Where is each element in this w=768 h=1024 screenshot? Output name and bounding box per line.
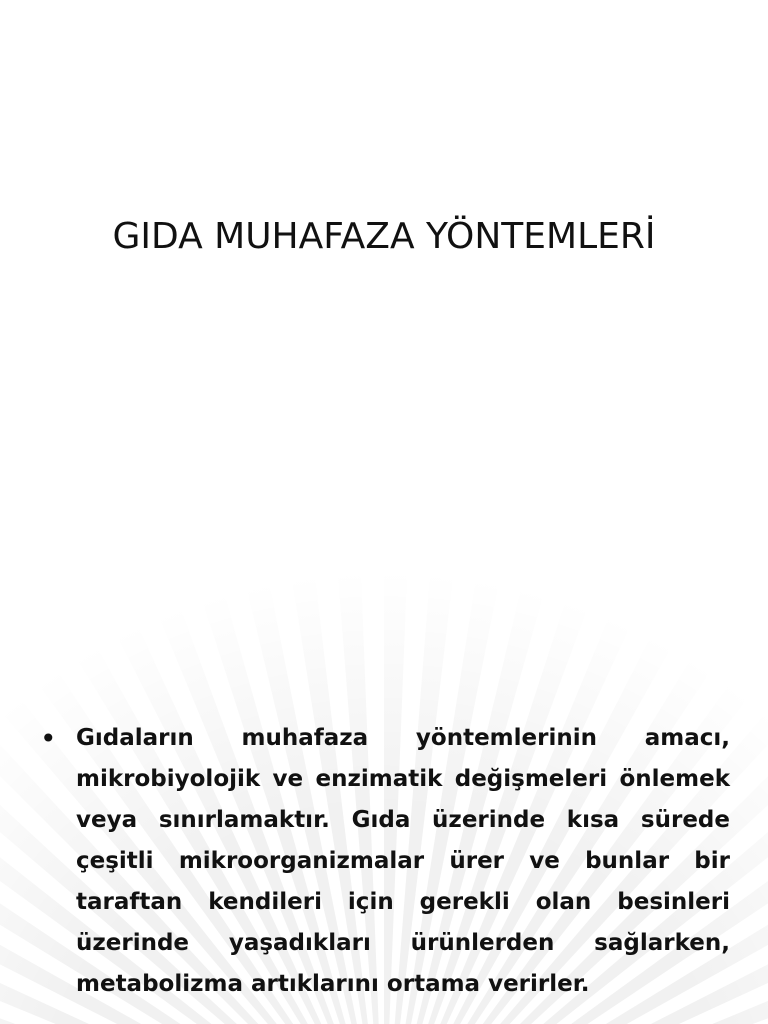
bullet-item bbox=[40, 718, 730, 1005]
bullet-list bbox=[40, 718, 730, 1005]
bullet-marker: • bbox=[40, 722, 57, 755]
bullet-text: Gıdaların muhafaza yöntemlerinin amacı, mikrobiyolojik ve enzimatik değişmeleri önlemek veya sınırlamaktır. Gıda üzerinde kısa sürede çeşitli mikroorganizmalar ürer ve bunlar bir taraftan kendileri için gerekli olan besinleri üzerinde yaşadıkları ürünlerden sağlarken, metabolizma artıklarını ortama verirler. bbox=[76, 725, 730, 997]
slide-title: GIDA MUHAFAZA YÖNTEMLERİ bbox=[112, 216, 656, 257]
